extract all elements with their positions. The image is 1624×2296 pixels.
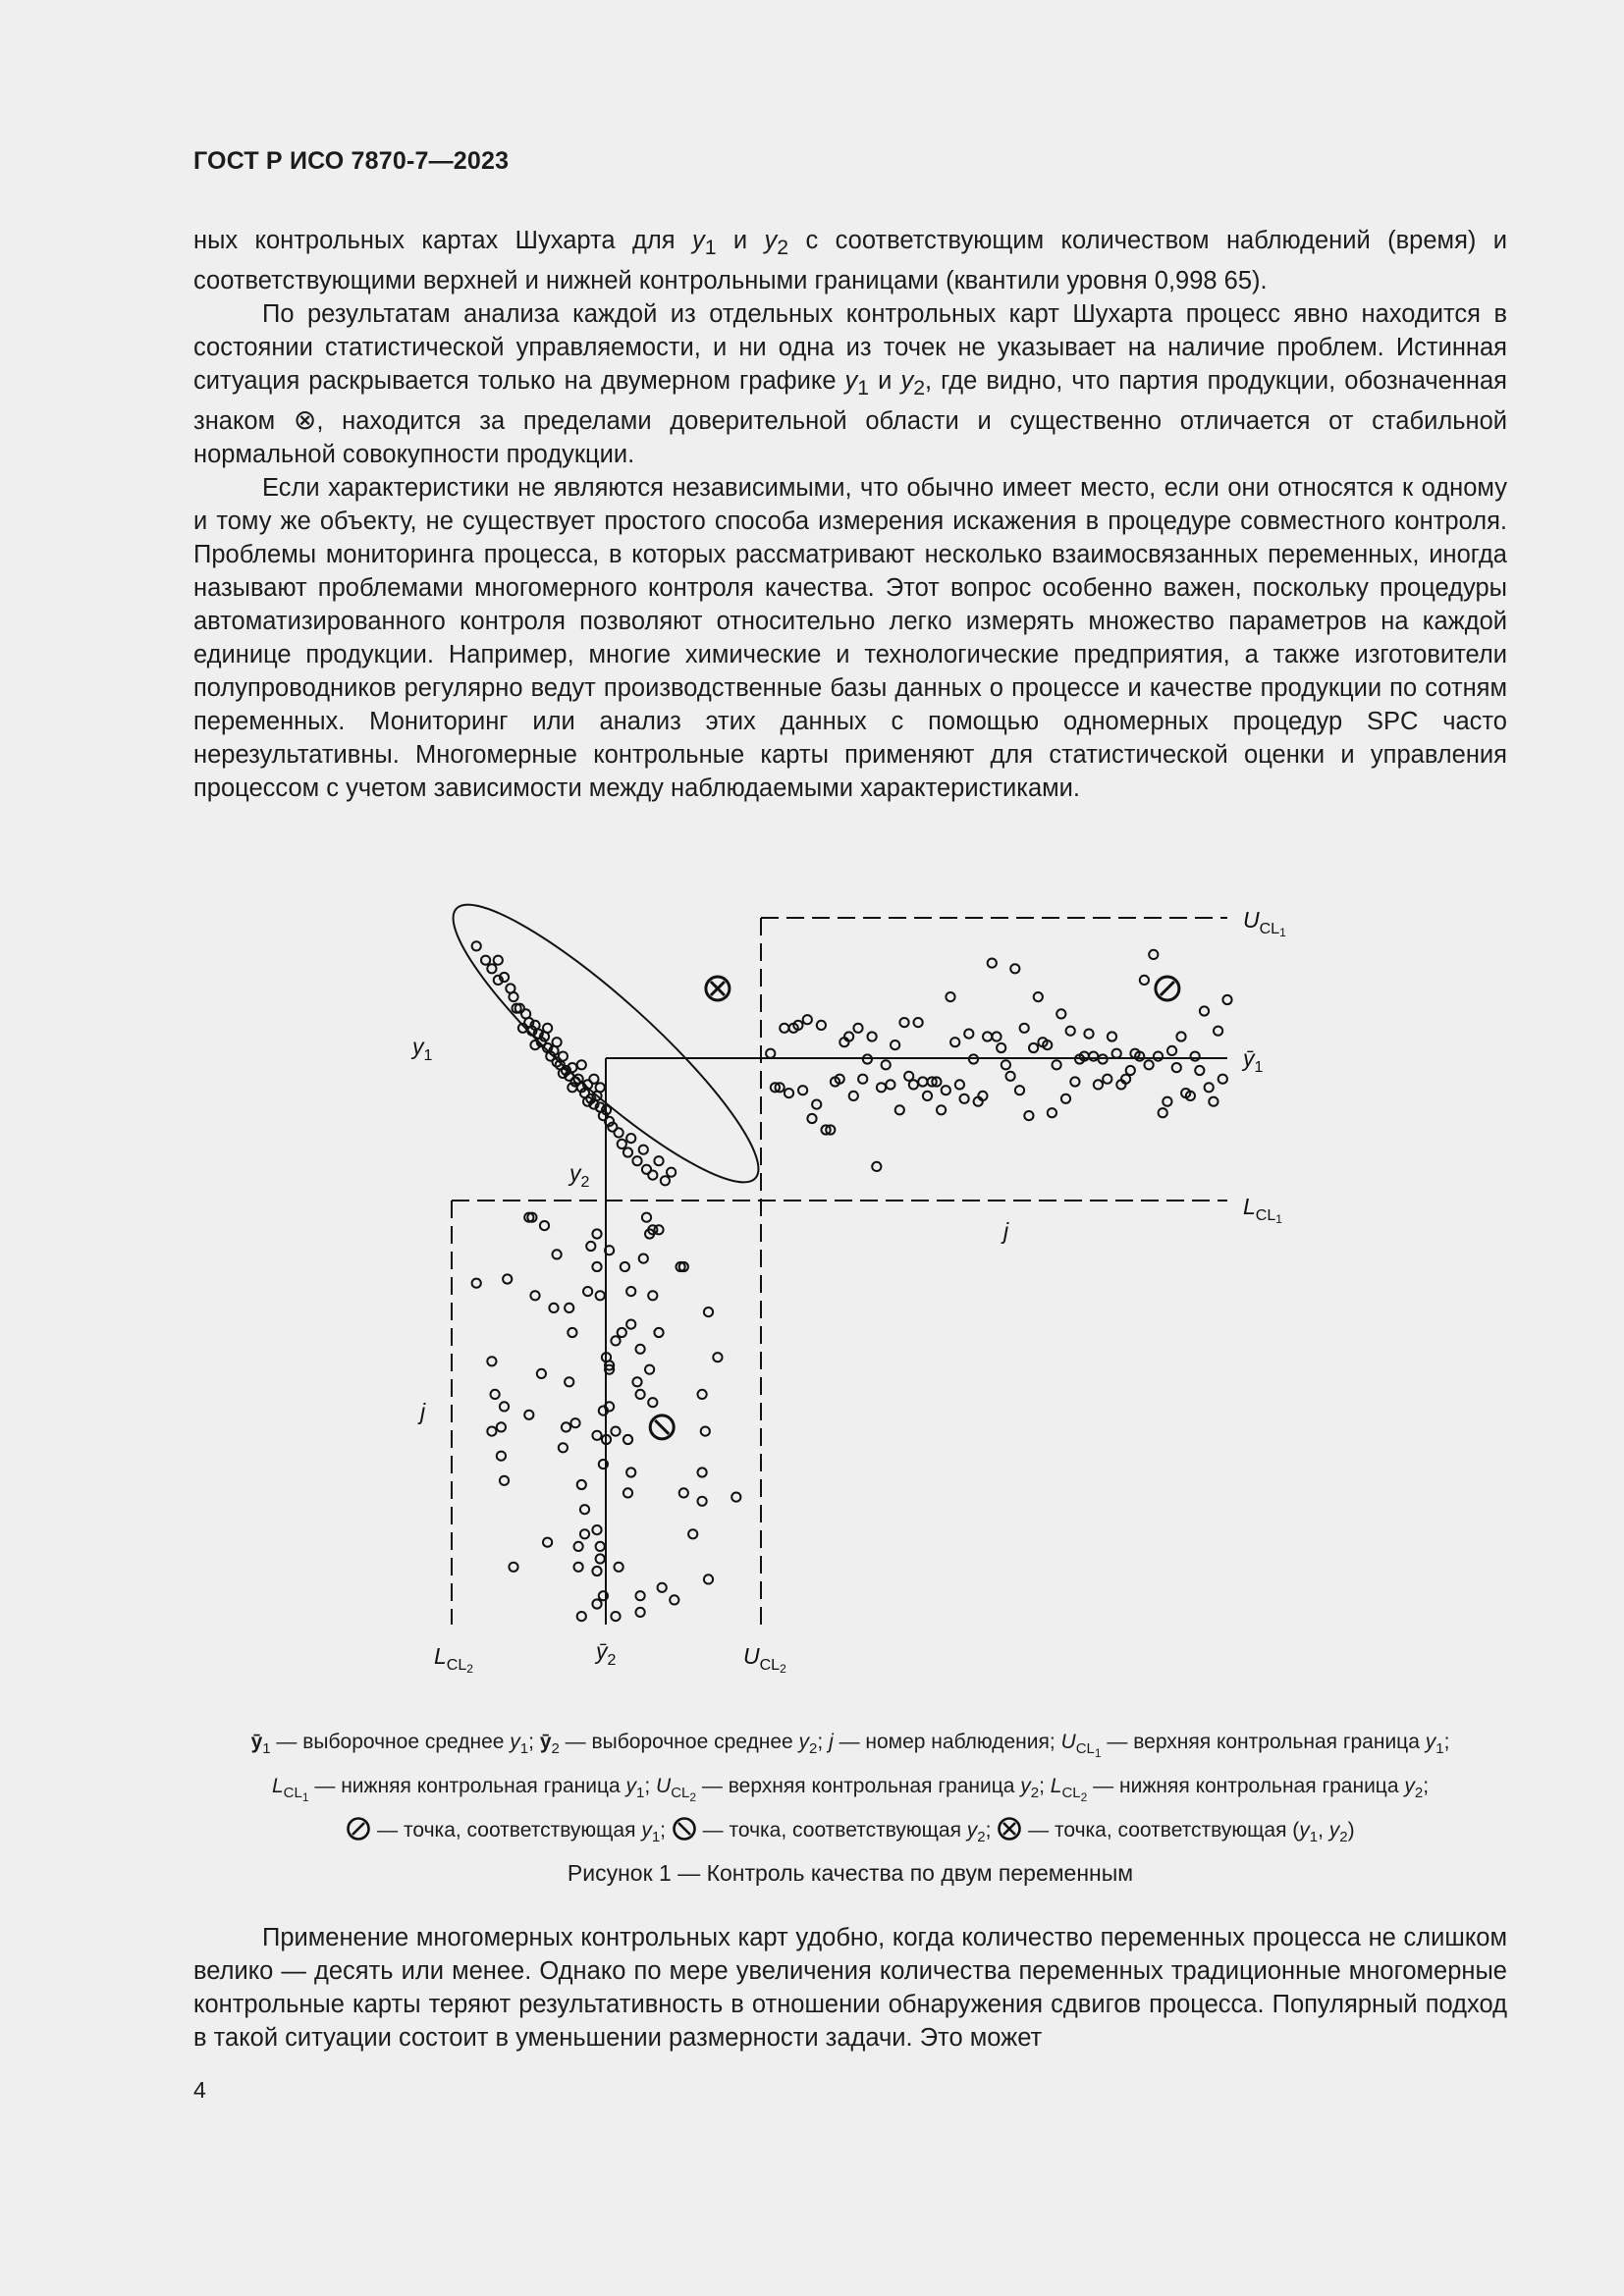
y2-chart-point [611,1427,620,1436]
y2-chart-point [623,1435,632,1444]
y2-chart-point [626,1468,635,1476]
y2-chart-point [642,1213,651,1222]
y1-chart-point [1089,1052,1098,1061]
bivariate-point [618,1140,626,1148]
y2-chart-point [611,1612,620,1621]
y2-chart-point [592,1229,601,1238]
intro-paragraph-1: ных контрольных картах Шухарта для $y_1$ и $y_2$ с соответствующим количеством наблюдений (время) и соответствующими верхней и нижней контрольными границами (квантили уровня 0,998 65). [193,227,1507,295]
y1-chart-point [1015,1086,1024,1095]
lcl2-label: $L_{CL}2$ [434,1643,473,1676]
y1-chart-point [1070,1077,1079,1086]
marker-y2-outlier [650,1415,674,1439]
bivariate-point [472,941,481,950]
y1-chart-point [858,1075,867,1084]
bivariate-point [487,964,496,973]
y2-chart-point [648,1398,657,1407]
y2-chart-point [577,1480,586,1489]
y2-chart-point [472,1279,481,1288]
bivariate-point [509,992,517,1001]
y2-chart-point [596,1291,605,1300]
y2-chart-point [574,1563,583,1572]
y2-chart-point [688,1529,697,1538]
y2-chart-point [654,1225,663,1234]
y1-chart-point [1020,1024,1029,1033]
y2-axis-label: $y_2$ [569,1160,590,1191]
y2-chart-point [596,1554,605,1563]
y1-chart-point [891,1041,899,1049]
y2-chart-point [509,1563,517,1572]
y2-chart-point [559,1443,568,1452]
legend-line-2: $L_{CL1}$ — нижняя контрольная граница $y_1$; $U_{CL2}$ — верхняя контрольная граница $y_2$; $L_{CL2}$ — нижняя контрольная граница $y_2$; [271,1775,1430,1804]
ucl2-label: $U_{CL}2$ [743,1643,786,1676]
legend-line-1: $ȳ_1$ — выборочное среднее $y_1$; $ȳ_2$ — выборочное среднее $y_2$; j — номер наблюдения; $U_{CL1}$ — верхняя контрольная граница $y_1$; [250,1731,1450,1760]
y2-chart-point [611,1336,620,1345]
y1-chart-point [872,1162,881,1171]
y1-chart-point [983,1032,992,1041]
ucl1-label: $U_{CL}1$ [1243,907,1286,939]
y2-chart-point [636,1345,645,1354]
y2-chart-point [626,1320,635,1329]
j-label-top: j [1003,1218,1009,1244]
y2-chart-point [580,1505,589,1514]
y2-chart-point [623,1488,632,1497]
y1-chart-point [942,1086,950,1095]
y2-chart-point [577,1612,586,1621]
y1-chart-point [1084,1030,1093,1039]
y1-chart-point [785,1089,793,1097]
bivariate-point [661,1176,670,1185]
y1-chart-point [1126,1066,1135,1075]
intro-paragraph-2: По результатам анализа каждой из отдельных контрольных карт Шухарта процесс явно находится в состоянии статистической управляемости, и ни одна из точек не указывает на наличие проблем. Истинная ситуация раскрывается только на двумерном графике $y_1$ и $y_2$, где видно, что партия продукции, обозначенная знаком ⊗, находится за пределами доверительной области и существенно отличается от стабильной нормальной совокупности продукции. [193,300,1508,469]
document-header: ГОСТ Р ИСО 7870-7—2023 [193,147,510,175]
y1-chart-point [923,1092,932,1100]
bivariate-point [648,1171,657,1180]
figure-caption: Рисунок 1 — Контроль качества по двум переменным [567,1860,1134,1886]
y2-chart-point [570,1418,579,1427]
y1-chart-point [1218,1075,1227,1084]
intro-paragraph-3: Если характеристики не являются независимыми, что обычно имеет место, если они относятся к одному и тому же объекту, не существует простого способа измерения искажения в процедуре совместного контроля. Проблемы мониторинга процесса, в которых рассматривают несколько взаимосвязанных переменных, иногда называют проблемами многомерного контроля качества. Этот вопрос особенно важен, поскольку процедуры автоматизированного контроля позволяют относительно легко измерять множество параметров на каждой единице продукции. Например, многие химические и технологические предприятия, а также изготовители полупроводников регулярно ведут производственные базы данных о процессе и качестве продукции по сотням переменных. Мониторинг или анализ этих данных с помощью одномерных процедур SPC часто нерезультативны. Многомерные контрольные карты применяют для статистической оценки и управления процессом с учетом зависимости между наблюдаемыми характеристиками. [193,474,1507,803]
y1-chart-point [1056,1009,1065,1018]
y2-chart-point [500,1402,509,1411]
y2-chart-point [543,1538,552,1547]
y1-axis-label: $y_1$ [412,1034,433,1064]
y2-chart-point [497,1452,506,1461]
y1-chart-point [1222,995,1231,1004]
y1-mean-label: $ȳ_1$ [1243,1045,1264,1076]
y1-chart-point [798,1086,807,1095]
y1-chart-point [918,1077,927,1086]
y2-chart-point [500,1476,509,1485]
bivariate-point [596,1083,605,1092]
y1-chart-point [1024,1111,1033,1120]
y2-chart-point [540,1221,549,1230]
y2-chart-point [487,1427,496,1436]
y1-chart-point [937,1105,946,1114]
bivariate-point [543,1024,552,1033]
y1-chart-point [909,1080,918,1089]
y1-chart-point [1094,1080,1103,1089]
y2-chart-point [636,1390,645,1399]
y1-chart-point [1108,1032,1116,1041]
y2-chart-point [648,1291,657,1300]
y1-chart-point [1200,1006,1209,1015]
y2-chart-point [549,1304,558,1312]
bivariate-point [623,1148,632,1156]
y1-chart-point [964,1030,973,1039]
slash-symbol-icon [346,1816,371,1842]
y2-chart-point [553,1250,562,1258]
outro-paragraph-1: Применение многомерных контрольных карт удобно, когда количество переменных процесса не слишком велико — десять или менее. Однако по мере увеличения количества переменных традиционные многомерные контрольные карты теряют результативность в отношении обнаружения сдвигов процесса. Популярный подход в такой ситуации состоит в уменьшении размерности задачи. Это может [193,1924,1507,2052]
y2-chart-point [701,1427,710,1436]
y1-chart-point [895,1105,904,1114]
y1-chart-point [803,1015,812,1024]
j-label-left: j [420,1399,426,1424]
y1-chart-point [1112,1049,1121,1058]
y1-chart-point [1205,1083,1214,1092]
y2-chart-point [592,1599,601,1608]
bivariate-point [654,1156,663,1165]
marker-y1-outlier [1156,977,1179,1000]
bivariate-point [577,1060,586,1069]
y2-chart-point [565,1377,573,1386]
y1-chart-point [1145,1060,1154,1069]
y1-chart-point [766,1049,775,1058]
y2-chart-point [568,1328,576,1337]
figure-legend [193,1726,1507,1853]
cross-symbol-icon [997,1816,1022,1842]
bivariate-point [639,1146,648,1154]
bivariate-point [615,1128,623,1137]
y2-chart-point [615,1563,623,1572]
y2-chart-point [524,1411,533,1419]
y1-chart-point [997,1043,1005,1052]
bivariate-point [626,1134,635,1143]
y2-chart-point [698,1468,707,1476]
y2-chart-point [679,1488,688,1497]
marker-stroke [1161,982,1174,995]
y2-chart-point [621,1262,629,1271]
y1-chart-point [1061,1095,1070,1103]
y1-chart-point [899,1018,908,1027]
intro-text [193,224,1507,805]
y2-chart-point [713,1353,722,1362]
legend-line-3: — точка, соответствующая $y_1$; — точка, соответствующая $y_2$; — точка, соответствующая ($y_1$, $y_2$) [193,1814,1507,1853]
y2-chart-point [698,1390,707,1399]
y2-chart-point [574,1542,583,1551]
y2-chart-point [586,1242,595,1251]
y2-chart-point [654,1328,663,1337]
y1-chart-point [1167,1046,1176,1055]
bivariate-point [481,956,490,965]
y1-chart-point [960,1095,969,1103]
y2-chart-point [698,1497,707,1506]
y1-chart-point [853,1024,862,1033]
y1-chart-point [955,1080,964,1089]
page-number: 4 [193,2077,206,2103]
y1-chart-point [950,1038,959,1046]
y1-chart-point [882,1060,891,1069]
y1-chart-point [1053,1060,1061,1069]
y1-chart-point [946,992,954,1001]
y2-chart-point [639,1255,648,1263]
y2-chart-point [704,1575,713,1583]
y2-chart-point [670,1595,678,1604]
y2-chart-point [636,1591,645,1600]
y1-chart-point [868,1032,877,1041]
bivariate-point [521,1009,530,1018]
y1-chart-point [1172,1063,1181,1072]
y1-chart-point [1154,1052,1163,1061]
figure-1-chart [0,864,1624,1708]
y1-chart-point [914,1018,923,1027]
y2-chart-point [645,1365,654,1374]
marker-stroke [655,1420,669,1434]
y2-chart-point [636,1608,645,1617]
y2-chart-point [580,1529,589,1538]
y1-chart-point [1029,1043,1038,1052]
y1-chart-point [1195,1066,1204,1075]
y1-chart-point [1140,976,1149,985]
y1-chart-point [877,1083,886,1092]
y1-chart-point [992,1032,1001,1041]
y2-chart-point [731,1493,740,1502]
y1-chart-point [1163,1097,1171,1106]
y1-chart-point [1176,1032,1185,1041]
y2-chart-point [537,1369,546,1378]
y2-chart-point [704,1308,713,1316]
marker-bivariate-outlier [706,977,730,1000]
y1-chart-point [1066,1027,1075,1036]
y2-chart-point [596,1542,605,1551]
y2-chart-point [592,1567,601,1575]
bivariate-point [494,956,503,965]
outro-text [193,1921,1507,2055]
y2-chart-point [562,1422,570,1431]
y1-chart-point [817,1021,826,1030]
y1-chart-point [1159,1108,1167,1117]
y2-chart-point [618,1328,626,1337]
y1-chart-point [807,1114,816,1123]
y1-chart-point [780,1024,788,1033]
y1-chart-point [1001,1060,1010,1069]
bivariate-point [632,1156,641,1165]
y1-chart-point [849,1092,858,1100]
y1-chart-point [1010,964,1019,973]
y2-chart-point [497,1422,506,1431]
y2-chart-point [503,1274,512,1283]
y1-chart-point [988,959,997,968]
y2-chart-point [626,1287,635,1296]
lcl1-label: $L_{CL}1$ [1243,1194,1282,1226]
y1-chart-point [1103,1075,1111,1084]
y2-chart-point [592,1525,601,1534]
y1-chart-point [1006,1072,1015,1081]
bivariate-point [667,1168,676,1177]
y2-mean-label: $ȳ_2$ [596,1638,617,1669]
y1-chart-point [1209,1097,1218,1106]
y2-chart-point [592,1431,601,1440]
backslash-symbol-icon [672,1816,697,1842]
y1-chart-point [812,1100,821,1109]
y2-chart-point [487,1357,496,1365]
y2-chart-point [491,1390,500,1399]
y1-chart-point [886,1080,894,1089]
y2-chart-point [592,1262,601,1271]
y2-chart-point [658,1583,667,1592]
y2-chart-point [632,1377,641,1386]
y2-chart-point [530,1291,539,1300]
bivariate-point [559,1052,568,1061]
y2-chart-point [565,1304,573,1312]
y1-chart-point [1191,1052,1200,1061]
y1-chart-point [1214,1027,1222,1036]
y1-chart-point [1149,950,1158,959]
bivariate-point [589,1075,598,1084]
y2-chart-point [583,1287,592,1296]
y1-chart-point [1034,992,1043,1001]
y1-chart-point [1048,1108,1056,1117]
bivariate-point [553,1038,562,1046]
